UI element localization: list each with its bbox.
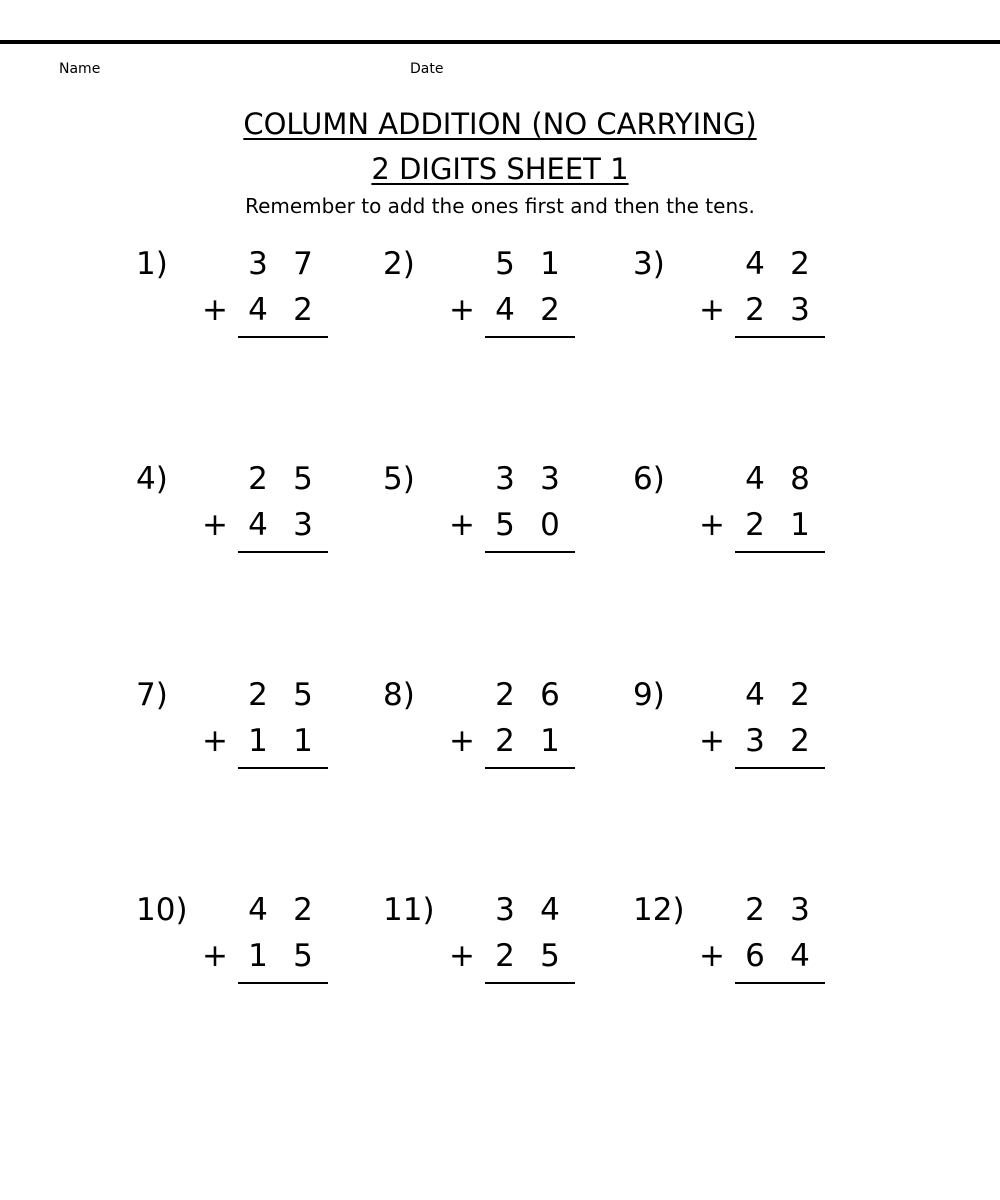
addition-problem bbox=[383, 890, 633, 1000]
top-digit: 1 bbox=[540, 246, 560, 282]
date-label: Date bbox=[410, 61, 444, 77]
bottom-digit: 1 bbox=[790, 507, 810, 543]
name-label: Name bbox=[59, 61, 101, 77]
answer-line bbox=[485, 336, 575, 338]
problem-number: 3) bbox=[633, 246, 665, 282]
bottom-digit: 1 bbox=[540, 723, 560, 759]
bottom-digit: 2 bbox=[495, 938, 515, 974]
bottom-digit: 3 bbox=[790, 292, 810, 328]
top-digit: 2 bbox=[495, 677, 515, 713]
top-digit: 4 bbox=[540, 892, 560, 928]
plus-sign: + bbox=[699, 938, 725, 974]
plus-sign: + bbox=[449, 507, 475, 543]
top-digit: 7 bbox=[293, 246, 313, 282]
worksheet-title-text: COLUMN ADDITION (NO CARRYING) bbox=[243, 107, 757, 141]
addition-problem bbox=[633, 244, 883, 354]
plus-sign: + bbox=[202, 938, 228, 974]
answer-line bbox=[735, 982, 825, 984]
bottom-digit: 1 bbox=[293, 723, 313, 759]
top-digit: 2 bbox=[790, 677, 810, 713]
bottom-digit: 0 bbox=[540, 507, 560, 543]
bottom-digit: 4 bbox=[495, 292, 515, 328]
problem-number: 11) bbox=[383, 892, 435, 928]
bottom-digit: 2 bbox=[790, 723, 810, 759]
addition-problem bbox=[383, 459, 633, 569]
answer-line bbox=[485, 551, 575, 553]
top-digit: 3 bbox=[495, 461, 515, 497]
top-digit: 8 bbox=[790, 461, 810, 497]
problem-number: 10) bbox=[136, 892, 188, 928]
problem-number: 2) bbox=[383, 246, 415, 282]
top-digit: 3 bbox=[495, 892, 515, 928]
bottom-digit: 2 bbox=[745, 292, 765, 328]
bottom-digit: 4 bbox=[248, 507, 268, 543]
top-digit: 4 bbox=[745, 461, 765, 497]
addition-problem bbox=[383, 244, 633, 354]
problem-number: 12) bbox=[633, 892, 685, 928]
problem-number: 8) bbox=[383, 677, 415, 713]
problem-number: 7) bbox=[136, 677, 168, 713]
answer-line bbox=[238, 982, 328, 984]
top-digit: 2 bbox=[248, 461, 268, 497]
addition-problem bbox=[136, 890, 386, 1000]
instruction-text: Remember to add the ones first and then the tens. bbox=[245, 194, 755, 218]
problem-number: 9) bbox=[633, 677, 665, 713]
addition-problem bbox=[136, 675, 386, 785]
bottom-digit: 3 bbox=[745, 723, 765, 759]
addition-problem bbox=[633, 459, 883, 569]
bottom-digit: 3 bbox=[293, 507, 313, 543]
top-digit: 4 bbox=[745, 677, 765, 713]
top-digit: 3 bbox=[248, 246, 268, 282]
bottom-digit: 2 bbox=[293, 292, 313, 328]
top-digit: 3 bbox=[540, 461, 560, 497]
answer-line bbox=[485, 982, 575, 984]
worksheet-subtitle bbox=[0, 151, 1000, 187]
plus-sign: + bbox=[449, 938, 475, 974]
bottom-digit: 6 bbox=[745, 938, 765, 974]
plus-sign: + bbox=[699, 292, 725, 328]
bottom-digit: 2 bbox=[540, 292, 560, 328]
top-digit: 5 bbox=[293, 677, 313, 713]
bottom-digit: 2 bbox=[745, 507, 765, 543]
top-digit: 6 bbox=[540, 677, 560, 713]
top-digit: 4 bbox=[248, 892, 268, 928]
worksheet-title bbox=[0, 106, 1000, 142]
bottom-digit: 1 bbox=[248, 723, 268, 759]
answer-line bbox=[735, 767, 825, 769]
top-digit: 5 bbox=[495, 246, 515, 282]
bottom-digit: 2 bbox=[495, 723, 515, 759]
addition-problem bbox=[633, 675, 883, 785]
answer-line bbox=[485, 767, 575, 769]
plus-sign: + bbox=[449, 723, 475, 759]
bottom-digit: 5 bbox=[495, 507, 515, 543]
top-digit: 2 bbox=[745, 892, 765, 928]
bottom-digit: 1 bbox=[248, 938, 268, 974]
answer-line bbox=[238, 336, 328, 338]
bottom-digit: 5 bbox=[293, 938, 313, 974]
top-digit: 5 bbox=[293, 461, 313, 497]
addition-problem bbox=[633, 890, 883, 1000]
bottom-digit: 4 bbox=[248, 292, 268, 328]
addition-problem bbox=[136, 459, 386, 569]
plus-sign: + bbox=[699, 507, 725, 543]
top-digit: 4 bbox=[745, 246, 765, 282]
top-digit: 2 bbox=[248, 677, 268, 713]
problem-number: 5) bbox=[383, 461, 415, 497]
problem-number: 4) bbox=[136, 461, 168, 497]
top-digit: 2 bbox=[790, 246, 810, 282]
plus-sign: + bbox=[449, 292, 475, 328]
bottom-digit: 5 bbox=[540, 938, 560, 974]
top-rule bbox=[0, 40, 1000, 44]
answer-line bbox=[735, 551, 825, 553]
problem-number: 1) bbox=[136, 246, 168, 282]
answer-line bbox=[238, 767, 328, 769]
top-digit: 3 bbox=[790, 892, 810, 928]
worksheet-subtitle-text: 2 DIGITS SHEET 1 bbox=[371, 152, 629, 186]
plus-sign: + bbox=[202, 723, 228, 759]
answer-line bbox=[238, 551, 328, 553]
plus-sign: + bbox=[202, 292, 228, 328]
problem-number: 6) bbox=[633, 461, 665, 497]
bottom-digit: 4 bbox=[790, 938, 810, 974]
plus-sign: + bbox=[699, 723, 725, 759]
top-digit: 2 bbox=[293, 892, 313, 928]
answer-line bbox=[735, 336, 825, 338]
addition-problem bbox=[136, 244, 386, 354]
addition-problem bbox=[383, 675, 633, 785]
plus-sign: + bbox=[202, 507, 228, 543]
